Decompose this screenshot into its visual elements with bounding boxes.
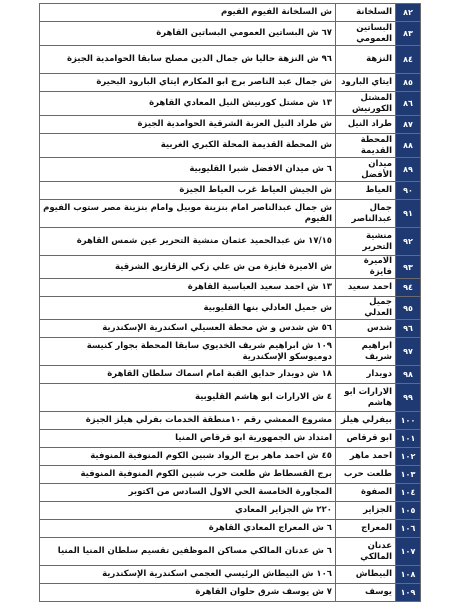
branch-name-cell: البيطاش <box>336 566 396 584</box>
row-number-cell: ٨٧ <box>396 116 421 134</box>
row-number-cell: ٩٤ <box>396 279 421 297</box>
table-row <box>40 228 421 256</box>
row-number-cell: ٨٨ <box>396 134 421 158</box>
branch-name-cell: احمد ماهر <box>336 448 396 466</box>
address-cell: مشروع الممشي رقم ١٠منطقة الخدمات بفرلي هيلز الجيزة <box>40 412 336 430</box>
row-number-cell: ١٠٣ <box>396 466 421 484</box>
address-cell: ٦٧ ش البساتين العمومي البساتين القاهرة <box>40 22 336 46</box>
address-cell: ١٨ ش دويدار حدايق القبة امام اسماك سلطان القاهرة <box>40 366 336 384</box>
address-cell: المجاورة الخامسة الحي الاول السادس من اكتوبر <box>40 484 336 502</box>
table-row <box>40 384 421 412</box>
row-number-cell: ١٠٢ <box>396 448 421 466</box>
address-cell: ش جمال عبدالناصر امام بنزينة موبيل وامام بنزينة مصر ستوب الفيوم الفيوم <box>40 200 336 228</box>
address-cell: ش الجيش العياط غرب العياط الجيزة <box>40 182 336 200</box>
table-row <box>40 279 421 297</box>
branch-directory-table <box>39 3 421 602</box>
row-number-cell: ١٠٦ <box>396 520 421 538</box>
row-number-cell: ٩١ <box>396 200 421 228</box>
branch-name-cell: طراد النيل <box>336 116 396 134</box>
row-number-cell: ٩٣ <box>396 256 421 279</box>
branch-name-cell: ايتاي البارود <box>336 74 396 92</box>
row-number-cell: ١٠٥ <box>396 502 421 520</box>
table-row <box>40 502 421 520</box>
address-cell: ١٣ ش مشتل كورنيش النيل المعادي القاهرة <box>40 92 336 116</box>
branch-name-cell: جمال عبدالناصر <box>336 200 396 228</box>
table-row <box>40 412 421 430</box>
row-number-cell: ١٠٨ <box>396 566 421 584</box>
row-number-cell: ٨٢ <box>396 4 421 22</box>
address-cell: ١٧/١٥ ش عبدالحميد عثمان منشية التحرير عين شمس القاهرة <box>40 228 336 256</box>
address-cell: ٢٢٠ ش الجزاير المعادي <box>40 502 336 520</box>
row-number-cell: ٩٥ <box>396 297 421 320</box>
row-number-cell: ٨٥ <box>396 74 421 92</box>
table-row <box>40 484 421 502</box>
table-row <box>40 182 421 200</box>
row-number-cell: ٩٢ <box>396 228 421 256</box>
table-row <box>40 22 421 46</box>
table-row <box>40 74 421 92</box>
table-row <box>40 200 421 228</box>
row-number-cell: ٩٦ <box>396 320 421 338</box>
address-cell: ش الاميرة فايزة من ش علي زكي الزقازيق الشرقية <box>40 256 336 279</box>
branch-name-cell: الصفوة <box>336 484 396 502</box>
branch-name-cell: البساتين العمومي <box>336 22 396 46</box>
branch-name-cell: جميل العدلي <box>336 297 396 320</box>
table-row <box>40 297 421 320</box>
address-cell: برج القسطاط ش طلعت حرب شبين الكوم المنوفية المنوفية <box>40 466 336 484</box>
address-cell: ٥٦ ش شدس و ش محطة العسيلي اسكندرية الإسكندرية <box>40 320 336 338</box>
table-row <box>40 430 421 448</box>
table-row <box>40 46 421 74</box>
address-cell: ٩٦ ش النزهة حاليا ش جمال الدين مصلح سابقا الحوامدية الجيزة <box>40 46 336 74</box>
row-number-cell: ١٠٤ <box>396 484 421 502</box>
row-number-cell: ١٠٠ <box>396 412 421 430</box>
branch-name-cell: الجزاير <box>336 502 396 520</box>
branch-name-cell: السلخانة <box>336 4 396 22</box>
table-row <box>40 538 421 566</box>
address-cell: ش طراد النيل العزبة الشرقية الحوامدية الجيزة <box>40 116 336 134</box>
address-cell: امتداد ش الجمهورية ابو قرقاص المنيا <box>40 430 336 448</box>
branch-name-cell: الارارات ابو هاشم <box>336 384 396 412</box>
address-cell: ١٣ ش احمد سعيد العباسية القاهرة <box>40 279 336 297</box>
row-number-cell: ١٠٩ <box>396 584 421 602</box>
branch-name-cell: العياط <box>336 182 396 200</box>
table-row <box>40 520 421 538</box>
row-number-cell: ٨٩ <box>396 158 421 182</box>
row-number-cell: ٩٠ <box>396 182 421 200</box>
branch-name-cell: دويدار <box>336 366 396 384</box>
branch-name-cell: النزهة <box>336 46 396 74</box>
row-number-cell: ١٠١ <box>396 430 421 448</box>
branch-name-cell: ابو قرقاص <box>336 430 396 448</box>
table-row <box>40 584 421 602</box>
branch-name-cell: ميدان الأفضل <box>336 158 396 182</box>
address-cell: ١٠٦ ش البيطاش الرئيسي العجمي اسكندرية الإسكندرية <box>40 566 336 584</box>
address-cell: ٦ ش ميدان الافضل شبرا القليوبية <box>40 158 336 182</box>
table-row <box>40 566 421 584</box>
row-number-cell: ٨٦ <box>396 92 421 116</box>
table-row <box>40 116 421 134</box>
address-cell: ٤ ش الارارات ابو هاشم القليوبية <box>40 384 336 412</box>
table-row <box>40 448 421 466</box>
table-row <box>40 134 421 158</box>
row-number-cell: ٩٩ <box>396 384 421 412</box>
address-cell: ٧ ش يوسف شرق حلوان القاهرة <box>40 584 336 602</box>
address-cell: ٦ ش عدنان المالكي مساكن الموظفين تقسيم سلطان المنيا المنيا <box>40 538 336 566</box>
table-row <box>40 4 421 22</box>
address-cell: ١٠٩ ش ابراهيم شريف الخديوي سابقا المحطة بجوار كنيسة دوميوسكو الإسكندرية <box>40 338 336 366</box>
table-row <box>40 320 421 338</box>
table-row <box>40 92 421 116</box>
row-number-cell: ٨٤ <box>396 46 421 74</box>
branch-name-cell: احمد سعيد <box>336 279 396 297</box>
address-cell: ش جمال عبد الناصر برج ابو المكارم ايتاي البارود البحيرة <box>40 74 336 92</box>
address-cell: ٤٥ ش احمد ماهر برج الرواد شبين الكوم المنوفية المنوفية <box>40 448 336 466</box>
branch-name-cell: عدنان المالكي <box>336 538 396 566</box>
branch-name-cell: بيفرلي هيلز <box>336 412 396 430</box>
branch-name-cell: المشتل الكورنيش <box>336 92 396 116</box>
branch-name-cell: شدس <box>336 320 396 338</box>
table-body <box>40 4 421 602</box>
branch-name-cell: منشية التحرير <box>336 228 396 256</box>
branch-name-cell: طلعت حرب <box>336 466 396 484</box>
branch-name-cell: المعراج <box>336 520 396 538</box>
address-cell: ش جميل العادلي بنها القليوبية <box>40 297 336 320</box>
row-number-cell: ٩٧ <box>396 338 421 366</box>
branch-name-cell: المحطة القديمة <box>336 134 396 158</box>
table-row <box>40 256 421 279</box>
row-number-cell: ١٠٧ <box>396 538 421 566</box>
branch-name-cell: الاميرة فايزة <box>336 256 396 279</box>
table-row <box>40 466 421 484</box>
row-number-cell: ٨٣ <box>396 22 421 46</box>
address-cell: ش المحطة القديمة المحلة الكبري الغربية <box>40 134 336 158</box>
table-row <box>40 366 421 384</box>
address-cell: ش السلخانة الفيوم الفيوم <box>40 4 336 22</box>
row-number-cell: ٩٨ <box>396 366 421 384</box>
table-row <box>40 338 421 366</box>
branch-name-cell: ابراهيم شريف <box>336 338 396 366</box>
branch-name-cell: يوسف <box>336 584 396 602</box>
address-cell: ٦ ش المعراج المعادي القاهرة <box>40 520 336 538</box>
table-row <box>40 158 421 182</box>
